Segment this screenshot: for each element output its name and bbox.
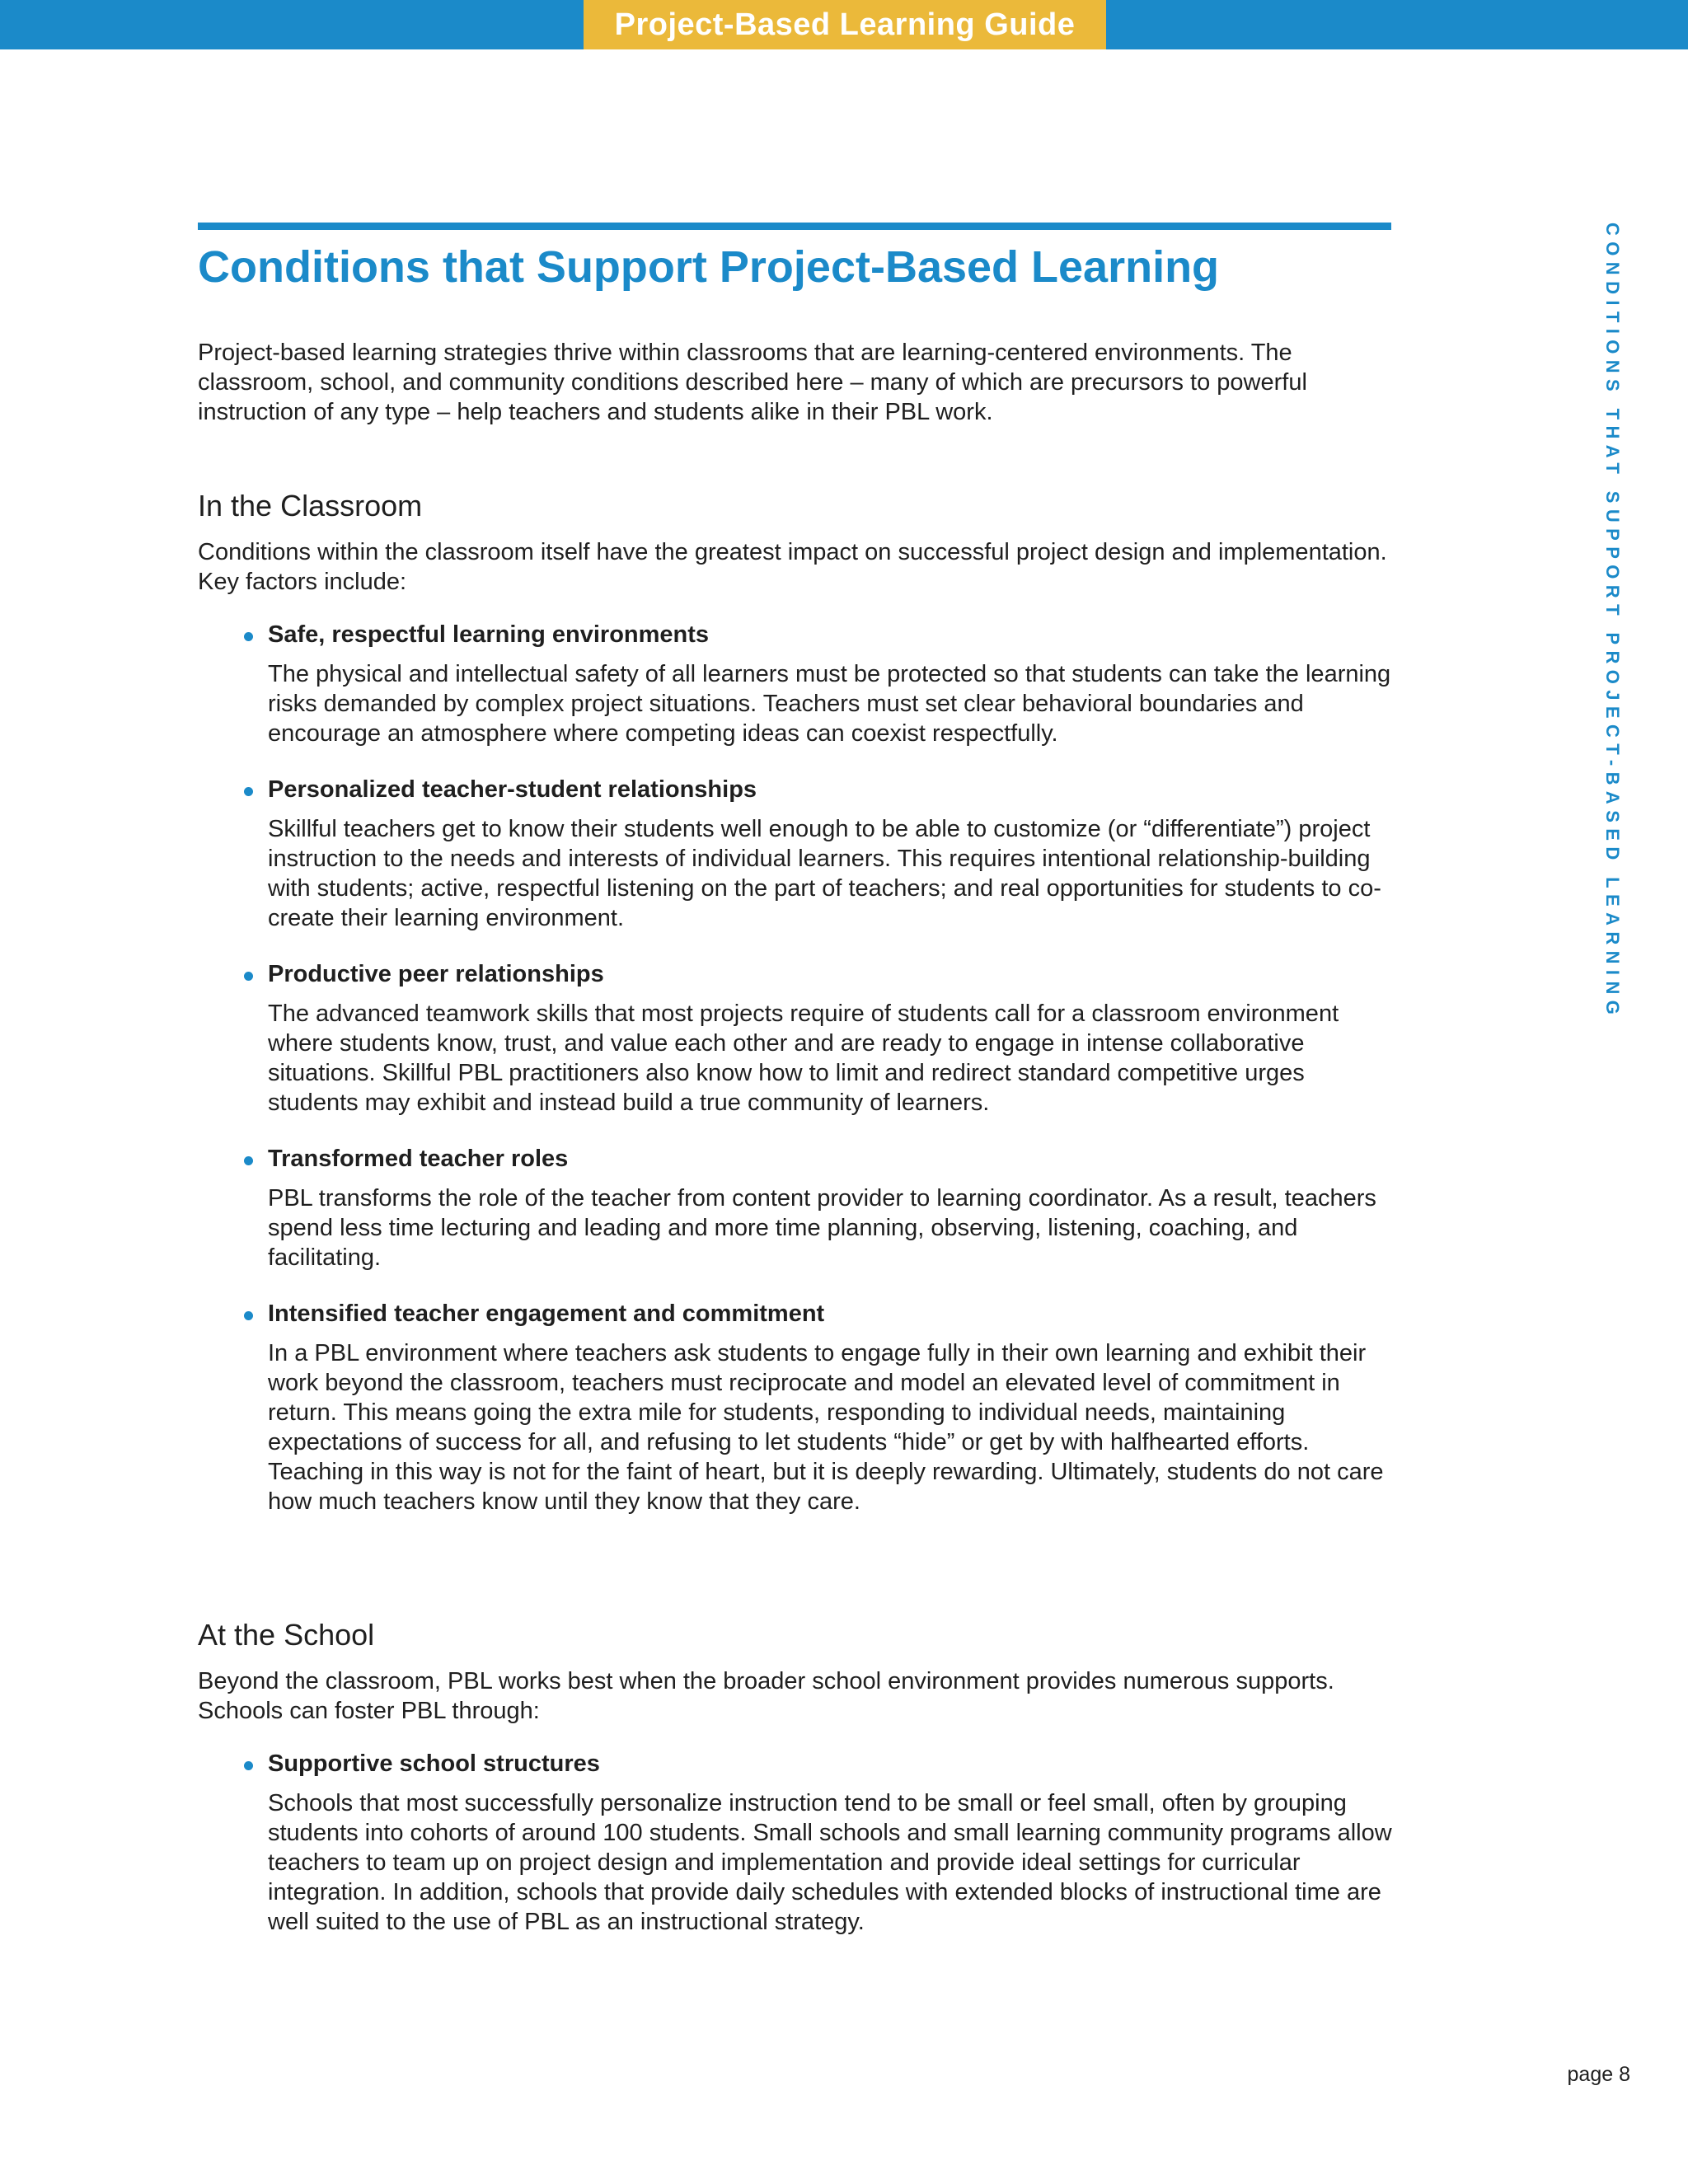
section-lead: Beyond the classroom, PBL works best when the broader school environment provides numerous supports. Schools can foster PBL through: (198, 1668, 1334, 1724)
section-classroom (198, 488, 1401, 1516)
list-item-title: Transformed teacher roles (268, 1146, 569, 1172)
list-item-title: Personalized teacher-student relationships (268, 776, 757, 803)
guide-title-tab: Project-Based Learning Guide (584, 0, 1106, 49)
list-item (198, 620, 1401, 748)
section-heading: At the School (198, 1618, 375, 1652)
page-number: page 8 (1567, 2063, 1630, 2086)
title-rule (198, 223, 1391, 230)
bullet-icon (244, 1761, 253, 1770)
side-section-label: CONDITIONS THAT SUPPORT PROJECT-BASED LEARNING (1602, 223, 1623, 1021)
page-title: Conditions that Support Project-Based Learning (198, 242, 1220, 292)
header-bar (0, 0, 1688, 49)
list-item-title: Supportive school structures (268, 1750, 600, 1777)
list-item (198, 1749, 1401, 1937)
list-item (198, 1299, 1401, 1516)
list-item (198, 775, 1401, 933)
list-item-title: Intensified teacher engagement and commitment (268, 1301, 825, 1327)
bullet-icon (244, 1311, 253, 1320)
list-item (198, 959, 1401, 1118)
list-item-body: Schools that most successfully personalize instruction tend to be small or feel small, often by grouping students into cohorts of around 100 students. Small schools and small learning community programs allow teachers to team up on project design and implementation and provide ideal settings for curricular integration. In addition, schools that provide daily schedules with extended blocks of instructional time are well suited to the use of PBL as an instructional strategy. (268, 1790, 1392, 1935)
bullet-icon (244, 787, 253, 796)
list-item-body: The physical and intellectual safety of all learners must be protected so that students can take the learning risks demanded by complex project situations. Teachers must set clear behavioral boundaries and encourage an atmosphere where competing ideas can coexist respectfully. (268, 661, 1391, 747)
intro-paragraph: Project-based learning strategies thrive within classrooms that are learning-centered environments. The classroom, school, and community conditions described here – many of which are precursors to powerful instruction of any type – help teachers and students alike in their PBL work. (198, 340, 1307, 425)
main-content (198, 338, 1401, 1963)
list-item-body: The advanced teamwork skills that most projects require of students call for a classroom environment where students know, trust, and value each other and are ready to engage in intense collaborative situations. Skillful PBL practitioners also know how to limit and redirect standard competitive urges students may exhibit and instead build a true community of learners. (268, 1001, 1339, 1116)
section-school (198, 1617, 1401, 1937)
bullet-list (198, 620, 1401, 1516)
list-item-title: Safe, respectful learning environments (268, 621, 710, 648)
list-item-body: Skillful teachers get to know their students well enough to be able to customize (or “differentiate”) project instruction to the needs and interests of individual learners. This requires intentional relationship-building with students; active, respectful listening on the part of teachers; and real opportunities for students to co-create their learning environment. (268, 816, 1381, 931)
list-item-title: Productive peer relationships (268, 961, 604, 987)
list-item-body: In a PBL environment where teachers ask students to engage fully in their own learning and exhibit their work beyond the classroom, teachers must reciprocate and model an elevated level of commitment in return. This means going the extra mile for students, responding to individual needs, maintaining expectations of success for all, and refusing to let students “hide” or get by with halfhearted efforts. Teaching in this way is not for the faint of heart, but it is deeply rewarding. Ultimately, students do not care how much teachers know until they know that they care. (268, 1340, 1384, 1515)
bullet-icon (244, 1156, 253, 1165)
list-item-body: PBL transforms the role of the teacher from content provider to learning coordinator. As a result, teachers spend less time lecturing and leading and more time planning, observing, listening, coaching, and facilitating. (268, 1185, 1376, 1271)
bullet-icon (244, 632, 253, 641)
section-spacer (198, 1543, 1401, 1617)
list-item (198, 1144, 1401, 1272)
section-lead: Conditions within the classroom itself have the greatest impact on successful project design and implementation. Key factors include: (198, 539, 1387, 595)
section-heading: In the Classroom (198, 489, 423, 523)
bullet-icon (244, 972, 253, 981)
bullet-list (198, 1749, 1401, 1937)
